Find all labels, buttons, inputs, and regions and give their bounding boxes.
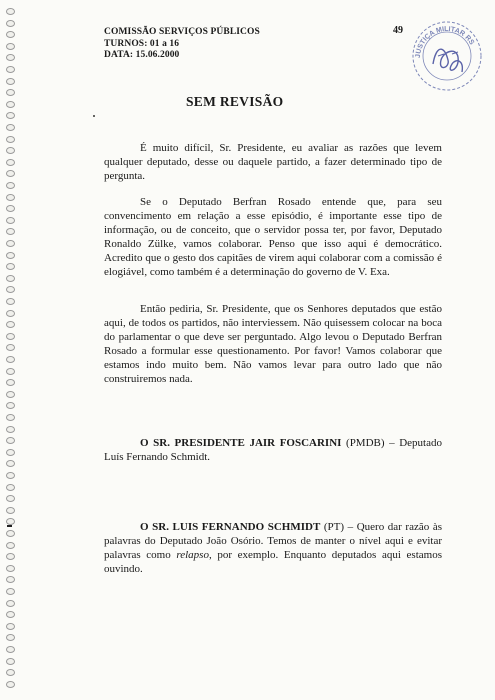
binder-hole [6, 414, 15, 421]
binder-hole [6, 588, 15, 595]
header-committee: COMISSÃO SERVIÇOS PÚBLICOS [104, 27, 260, 37]
binder-hole [6, 147, 15, 154]
paragraph-3: Então pediria, Sr. Presidente, que os Senhores deputados que estão aqui, de todos os partidos, não interviessem. Não quisessem colocar na boca do parlamentar o que deve ser perguntado. Algo levou o Deputado Berfran Rosado a formular esse questionamento. Por favor! Vamos colaborar que estamos indo muito bem. Não vamos levar para outro lado que não construiremos nada. [104, 303, 442, 385]
speech-text-end: , por exemplo. Enquanto deputados aqui estamos ouvindo. [104, 549, 442, 575]
binder-hole [6, 356, 15, 363]
binder-hole [6, 112, 15, 119]
binder-hole [6, 310, 15, 317]
binder-hole [6, 402, 15, 409]
binder-hole [6, 194, 15, 201]
paragraph-2: Se o Deputado Berfran Rosado entende que, para seu convencimento em relação a esse episódio, é importante esse tipo de informação, ou de conceito, que o servidor possa ter, por favor, Deputado Ronaldo Zülke, vamos colaborar. Penso que isso aqui é democrático. Acredito que o gesto dos capitães de virem aqui colaborar com a comissão é elogiável, como também é a determinação do governo de V. Exa. [104, 196, 442, 278]
binder-hole [6, 658, 15, 665]
speech-text: (PMDB) – Deputado Luís Fernando Schmidt. [104, 437, 442, 463]
binder-hole [6, 182, 15, 189]
binder-hole [6, 43, 15, 50]
ink-dot [93, 115, 95, 117]
binder-hole [6, 275, 15, 282]
binder-hole [6, 228, 15, 235]
speech-president [104, 436, 442, 464]
speaker-name: O SR. LUIS FERNANDO SCHMIDT [140, 521, 321, 533]
binder-hole [6, 634, 15, 641]
binder-hole [6, 124, 15, 131]
binder-hole [6, 321, 15, 328]
binder-hole [6, 379, 15, 386]
binder-hole [6, 31, 15, 38]
binder-hole [6, 681, 15, 688]
header-turns: TURNOS: 01 a 16 [104, 38, 180, 49]
binder-hole [6, 368, 15, 375]
binder-hole [6, 553, 15, 560]
binder-hole [6, 669, 15, 676]
page-number: 49 [393, 25, 403, 36]
binder-hole [6, 623, 15, 630]
binder-hole [6, 217, 15, 224]
paragraph-1: É muito difícil, Sr. Presidente, eu avaliar as razões que levem qualquer deputado, desse ou daquele partido, a fazer determinado tipo de pergunta. [104, 142, 442, 182]
binder-hole [6, 611, 15, 618]
binder-hole [6, 66, 15, 73]
binder-hole [6, 78, 15, 85]
binder-hole [6, 600, 15, 607]
binder-hole [6, 344, 15, 351]
binder-hole [6, 252, 15, 259]
binder-hole [6, 263, 15, 270]
binder-hole [6, 89, 15, 96]
binder-hole [6, 472, 15, 479]
binder-hole [6, 298, 15, 305]
binder-hole [6, 565, 15, 572]
margin-mark [7, 525, 12, 527]
seal-text: JUSTIÇA MILITAR RS [414, 25, 476, 59]
binder-hole [6, 205, 15, 212]
document-title: SEM REVISÃO [186, 94, 284, 109]
binder-hole [6, 484, 15, 491]
binder-hole [6, 170, 15, 177]
binder-hole [6, 449, 15, 456]
binder-hole [6, 426, 15, 433]
binder-hole [6, 460, 15, 467]
binder-hole [6, 437, 15, 444]
binder-hole [6, 495, 15, 502]
binder-hole [6, 542, 15, 549]
binder-hole [6, 20, 15, 27]
binder-hole [6, 507, 15, 514]
binder-hole [6, 159, 15, 166]
binder-hole [6, 646, 15, 653]
binder-holes [4, 8, 18, 698]
binder-hole [6, 286, 15, 293]
official-seal-icon [408, 16, 486, 94]
binder-hole [6, 333, 15, 340]
speech-schmidt [104, 520, 442, 576]
binder-hole [6, 54, 15, 61]
speaker-name: O SR. PRESIDENTE JAIR FOSCARINI [140, 437, 342, 449]
emphasized-word: relapso [176, 549, 209, 561]
speech-text: (PT) – Quero dar razão às palavras do Deputado João Osório. Temos de manter o nível aqui e evitar palavras como [104, 521, 442, 561]
binder-hole [6, 391, 15, 398]
binder-hole [6, 576, 15, 583]
binder-hole [6, 136, 15, 143]
binder-hole [6, 240, 15, 247]
binder-hole [6, 8, 15, 15]
header-date: DATA: 15.06.2000 [104, 50, 180, 60]
binder-hole [6, 101, 15, 108]
document-header [104, 27, 260, 62]
binder-hole [6, 530, 15, 537]
